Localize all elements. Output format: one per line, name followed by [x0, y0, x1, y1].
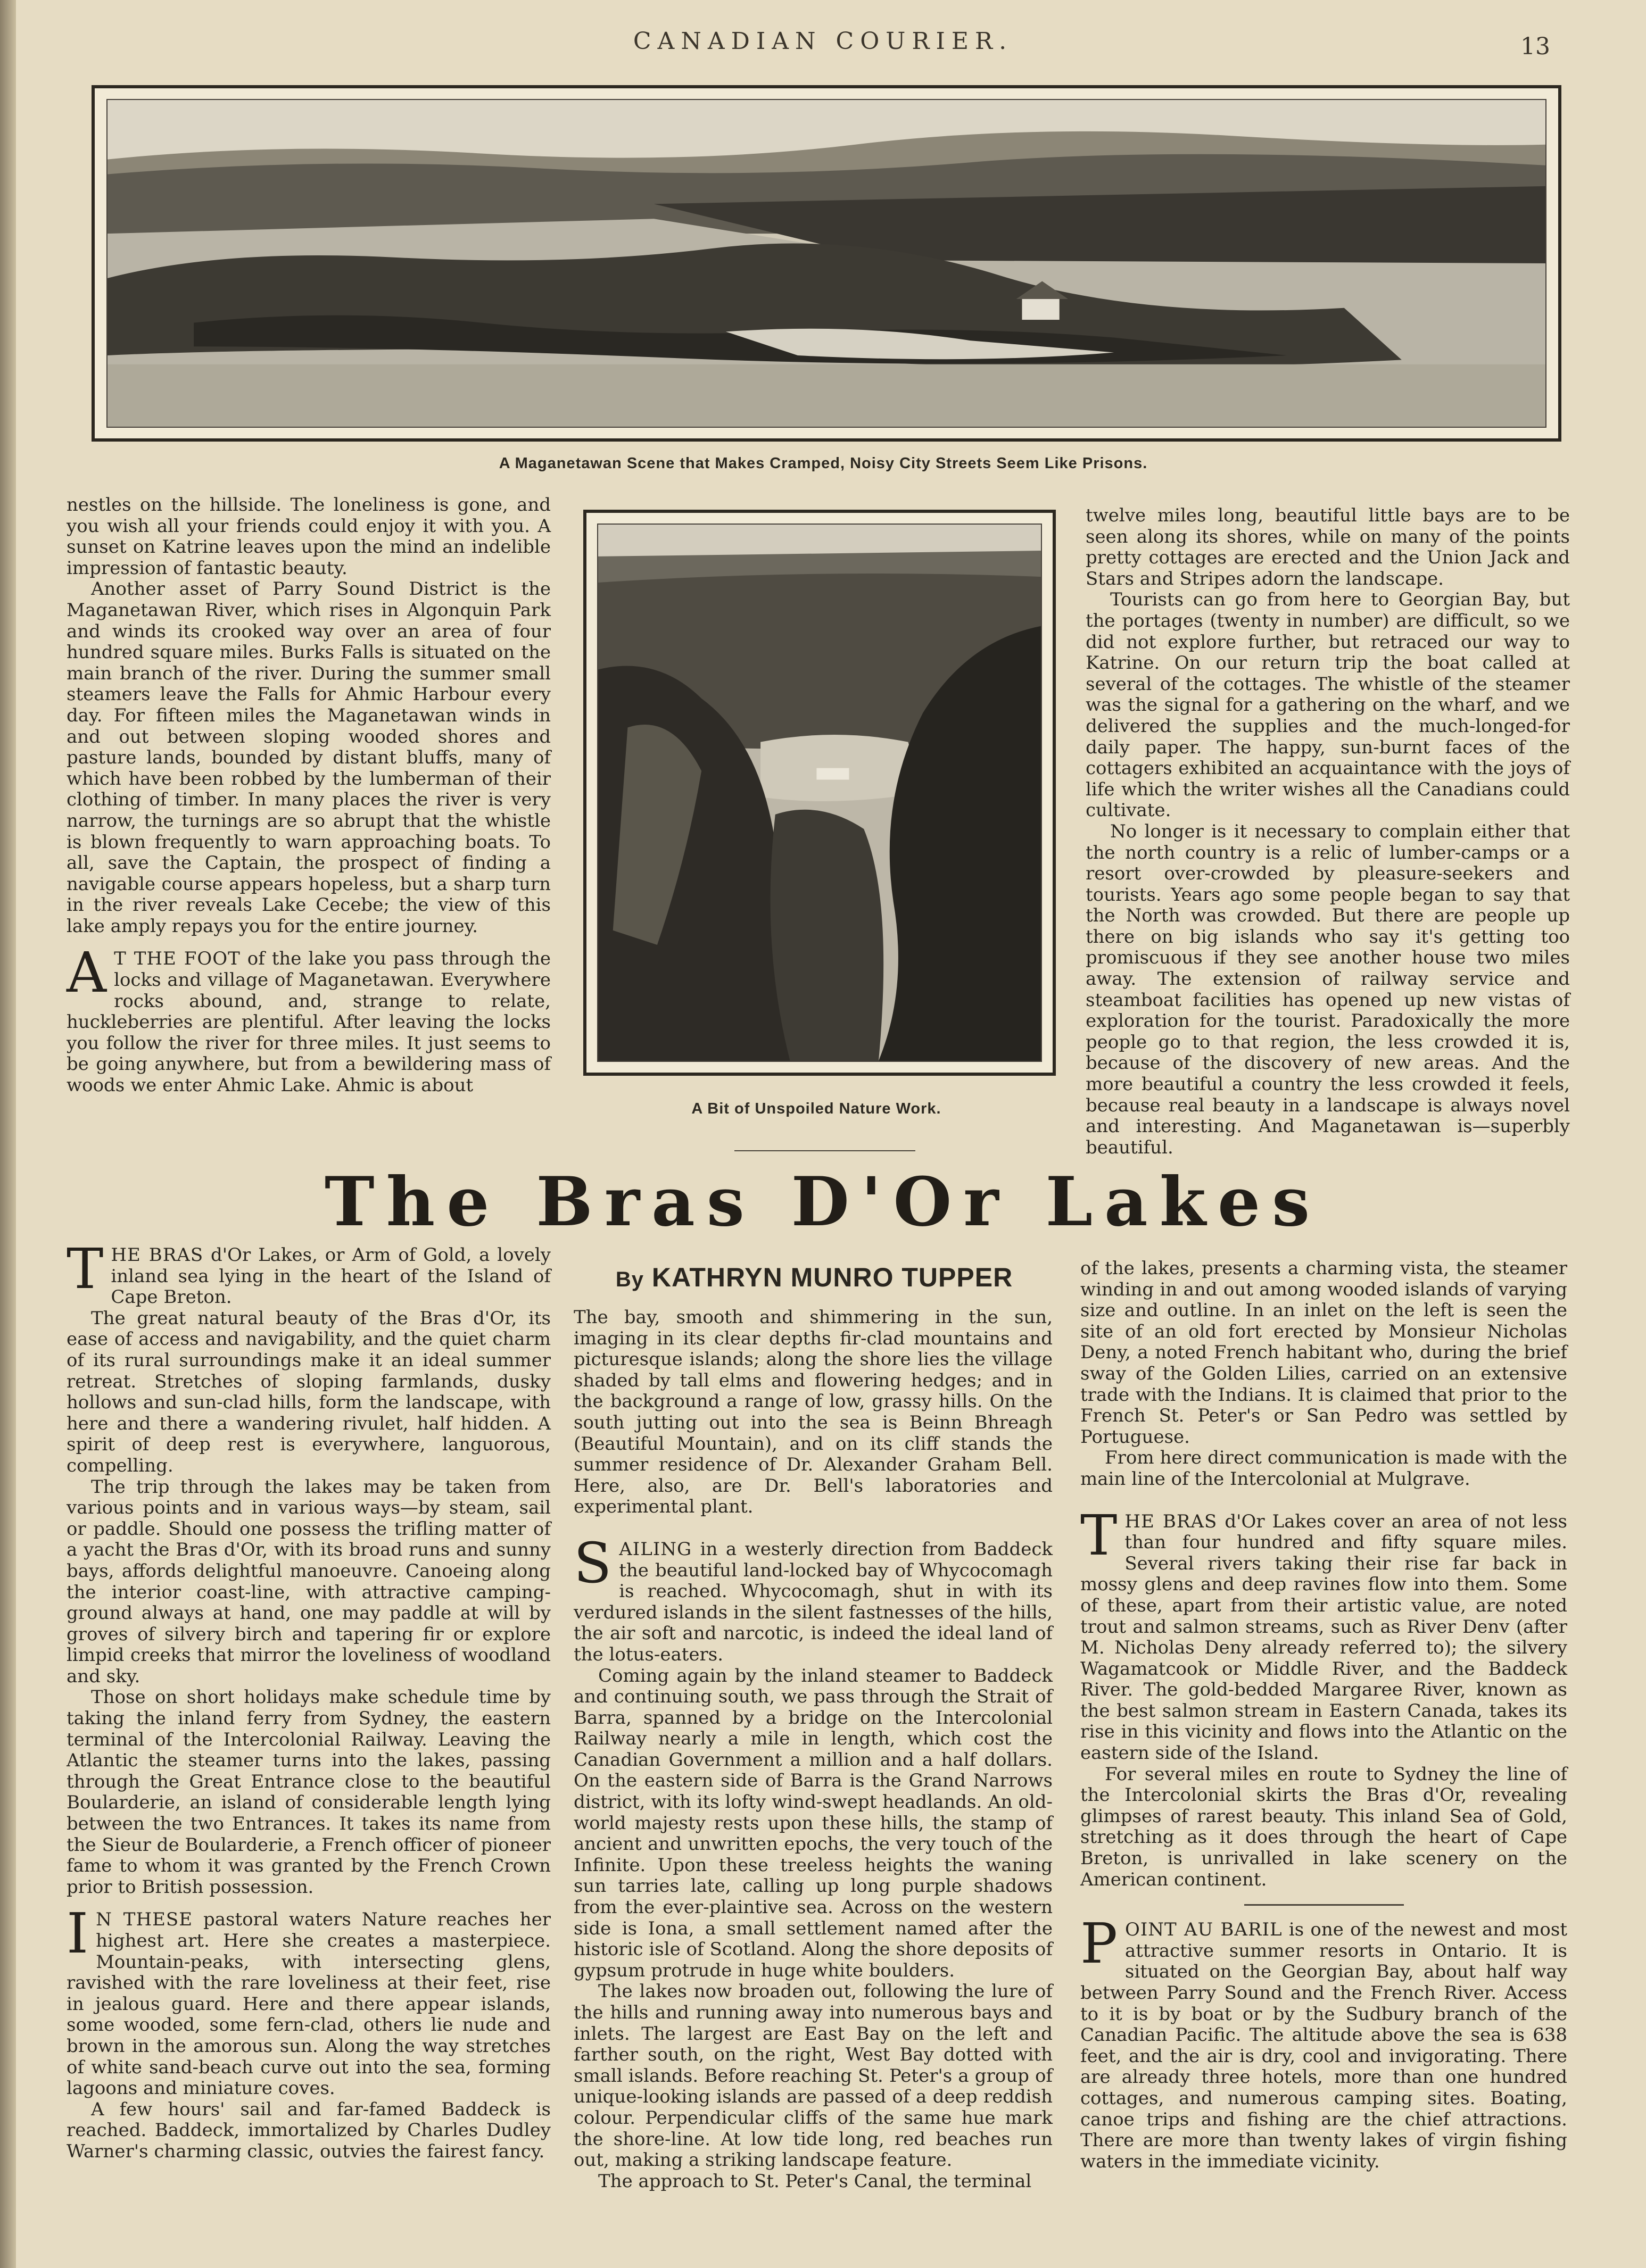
paragraph-dropcap	[1080, 1911, 1567, 2172]
middle-nature-photo	[583, 510, 1056, 1076]
byline-name: KATHRYN MUNRO TUPPER	[651, 1262, 1013, 1292]
article-byline	[575, 1262, 1054, 1293]
paragraph: A few hours' sail and far-famed Baddeck is reached. Baddeck, immortalized by Charles Dudley Warner's charming classic, outvies the fairest fancy.	[67, 2098, 551, 2162]
drop-cap: T	[1080, 1502, 1118, 1568]
paragraph: The trip through the lakes may be taken from various points and in various ways—by steam, sail or paddle. Should one possess the trifling matter of a yacht the Bras d'Or, with its broad runs and sunny bays, affords delightful manoeuvre. Canoeing along the interior coast-line, with attractive camping-ground always at hand, one may paddle at will by groves of silvery birch and tapering fir or explore limpid creeks that mirror the loveliness of woodland and sky.	[67, 1476, 551, 1687]
top-landscape-photo	[92, 85, 1561, 442]
paragraph: The lakes now broaden out, following the lure of the hills and running away into numerous bays and inlets. The largest are East Bay on the left and farther south, on the right, West Bay dotted with small islands. Before reaching St. Peter's a group of unique-looking islands are passed of a deep reddish colour. Perpendicular cliffs of the same hue mark the shore-line. At low tide long, red beaches run out, making a striking landscape feature.	[574, 1981, 1053, 2171]
top-photo-caption: A Maganetawan Scene that Makes Cramped, Noisy City Streets Seem Like Prisons.	[499, 455, 1148, 472]
paragraph: Another asset of Parry Sound District is the Maganetawan River, which rises in Algonquin Park and winds its crooked way over an area of four hundred square miles. Burks Falls is situated on the main branch of the river. During the summer small steamers leave the Falls for Ahmic Harbour every day. For fifteen miles the Maganetawan winds in and out between sloping wooded shores and pasture lands, bounded by distant bluffs, many of which have been robbed by the lumberman of their clothing of timber. In many places the river is very narrow, the turnings are so abrupt that the whistle is blown frequently to warn approaching boats. To all, save the Captain, the prospect of finding a navigable course appears hopeless, but a sharp turn in the river reveals Lake Cecebe; the view of this lake amply repays you for the entire journey.	[67, 578, 551, 937]
lead-words: HE BRAS	[1124, 1510, 1218, 1532]
paragraph: From here direct communication is made with the main line of the Intercolonial at Mulgrave.	[1080, 1447, 1567, 1490]
paragraph: twelve miles long, beautiful little bays are to be seen along its shores, while on many of the points pretty cottages are erected and the Union Jack and Stars and Stripes adorn the landscape.	[1086, 505, 1570, 589]
paragraph-text: is one of the newest and most attractive summer resorts in Ontario. It is situated on the Georgian Bay, about half way between Parry Sound and the French River. Access to it is by boat or by the Sudbury branch of the Canadian Pacific. The altitude above the sea is 638 feet, and the air is dry, cool and invigorating. There are already three hotels, more than one hundred cottages, and numerous camping sites. Boating, canoe trips and fishing are the chief attractions. There are more than twenty lakes of virgin fishing waters in the immediate vicinity.	[1080, 1919, 1567, 2172]
paragraph: Coming again by the inland steamer to Baddeck and continuing south, we pass through the Strait of Barra, spanned by a bridge on the Intercolonial Railway nearly a mile in length, which cost the Canadian Government a million and a half dollars. On the eastern side of Barra is the Grand Narrows district, with its lofty wind-swept headlands. An old-world majesty rests upon these hills, the stamp of ancient and unwritten epochs, the very touch of the Infinite. Upon these treeless heights the waning sun tarries late, calling up long purple shadows from the ever-plaintive sea. Across on the western side is Iona, a small settlement named after the historic isle of Scotland. Along the shore deposits of gypsum protrude in huge white boulders.	[574, 1665, 1053, 1981]
lead-words: N THESE	[96, 1909, 193, 1931]
running-head: CANADIAN COURIER.	[633, 28, 1013, 55]
middle-photo-frame	[597, 524, 1042, 1062]
top-photo-frame	[106, 99, 1546, 428]
paragraph-dropcap	[574, 1530, 1053, 1666]
paragraph-text: in a westerly direction from Baddeck the beautiful land-locked bay of Whycocomagh is reached. Whycocomagh, shut in with its verdured islands in the silent fastnesses of the hills, the air soft and narcotic, is indeed the ideal land of the lotus-eaters.	[574, 1538, 1053, 1665]
paragraph-dropcap	[67, 940, 551, 1096]
paragraph-text: of the lake you pass through the locks and village of Maganetawan. Everywhere rocks abound, and, strange to relate, huckleberries are plentiful. After leaving the locks you follow the river for three miles. It just seems to be going anywhere, but from a bewildering mass of woods we enter Ahmic Lake. Ahmic is about	[67, 948, 551, 1096]
maganetawan-panorama-image	[107, 100, 1545, 427]
article-title: The Bras D'Or Lakes	[324, 1162, 1322, 1241]
middle-photo-caption: A Bit of Unspoiled Nature Work.	[691, 1100, 941, 1117]
paragraph-dropcap	[1080, 1502, 1567, 1764]
bottom-right-column	[1080, 1258, 1567, 2172]
paragraph: The approach to St. Peter's Canal, the terminal	[598, 2170, 1032, 2192]
paragraph: of the lakes, presents a charming vista, the steamer winding in and out among wooded islands of varying size and outline. In an inlet on the left is seen the site of an old fort erected by Monsieur Nicholas Deny, a noted French habitant who, during the brief sway of the Golden Lilies, carried on an extensive trade with the Indians. It is claimed that prior to the French St. Peter's or San Pedro was settled by Portuguese.	[1080, 1258, 1567, 1448]
drop-cap: T	[67, 1236, 104, 1301]
drop-cap: A	[67, 940, 107, 1006]
paragraph-dropcap	[67, 1901, 551, 2099]
top-left-column	[67, 495, 551, 1096]
drop-cap: P	[1080, 1911, 1118, 1976]
paragraph-text: d'Or Lakes, or Arm of Gold, a lovely inland sea lying in the heart of the Island of Cape Breton.	[111, 1244, 551, 1308]
paragraph: For several miles en route to Sydney the line of the Intercolonial skirts the Bras d'Or, revealing glimpses of rarest beauty. This inland Sea of Gold, stretching as it does through the heart of Cape Breton, is unrivalled in lake scenery on the American continent.	[1080, 1763, 1567, 1890]
paragraph: Those on short holidays make schedule time by taking the inland ferry from Sydney, the eastern terminal of the Intercolonial Railway. Leaving the Atlantic the steamer turns into the lakes, passing through the Great Entrance close to the beautiful Boularderie, an island of considerable length lying between the two Entrances. It takes its name from the Sieur de Boularderie, a French officer of pioneer fame to whom it was granted by the French Crown prior to British possession.	[67, 1687, 551, 1898]
paragraph: No longer is it necessary to complain either that the north country is a relic of lumber-camps or a resort over-crowded by pleasure-seekers and tourists. Years ago some people began to say that the North was crowded. But there are people up there on big islands who say it's getting too promiscuous if they see another house two miles away. The extension of railway service and steamboat facilities has opened up new vistas of exploration for the tourist. Paradoxically the more people go to that region, the less crowded it is, because of the discovery of new areas. And the more beautiful a country the less crowded it feels, because real beauty in a landscape is always novel and interesting. And Maganetawan is—superbly beautiful.	[1086, 820, 1570, 1158]
lead-words: HE BRAS	[111, 1244, 204, 1266]
paragraph-text: pastoral waters Nature reaches her highest art. Here she creates a masterpiece. Mountain-peaks, with intersecting glens, ravished with the rare loveliness at their feet, rise in jealous guard. Here and there appear islands, some wooded, some fern-clad, others lie nude and brown in the amorous sun. Along the way stretches of white sand-beach curve out into the sea, forming lagoons and miniature coves.	[67, 1909, 551, 2099]
byline-prefix: By	[615, 1268, 644, 1291]
section-divider	[1244, 1904, 1404, 1906]
drop-cap: S	[574, 1530, 612, 1596]
page-binding-shadow	[0, 0, 16, 2268]
paragraph: nestles on the hillside. The loneliness is gone, and you wish all your friends could enjoy it with you. A sunset on Katrine leaves upon the mind an indelible impression of fantastic beauty.	[67, 494, 551, 579]
unspoiled-nature-image	[598, 525, 1041, 1061]
paragraph: The great natural beauty of the Bras d'Or, its ease of access and navigability, and the quiet charm of its rural surroundings make it an ideal summer retreat. Stretches of sloping farmlands, dusky hollows and sun-clad hills, form the landscape, with here and there a wandering rivulet, half hidden. A spirit of deep rest is everywhere, languorous, compelling.	[67, 1307, 551, 1476]
bottom-middle-column	[574, 1307, 1053, 2192]
page-number: 13	[1520, 33, 1550, 60]
paragraph-text: d'Or Lakes cover an area of not less than four hundred and fifty square miles. Several rivers taking their rise far back in mossy glens and deep ravines flow into them. Some of these, apart from their artistic value, are noted trout and salmon streams, such as River Denv (after M. Nicholas Deny already referred to); the silvery Wagamatcook or Middle River, and the Baddeck River. The gold-bedded Margaree River, known as the best salmon stream in Eastern Canada, takes its rise in this vicinity and flows into the Atlantic on the eastern side of the Island.	[1080, 1510, 1567, 1764]
top-right-column	[1086, 505, 1570, 1158]
drop-cap: I	[67, 1901, 89, 1966]
lead-words: AILING	[619, 1538, 692, 1560]
paragraph: The bay, smooth and shimmering in the sun, imaging in its clear depths fir-clad mountains and picturesque islands; along the shore lies the village shaded by tall elms and flowering hedges; and in the background a range of low, grassy hills. On the south jutting out into the sea is Beinn Bhreagh (Beautiful Mountain), and on its cliff stands the summer residence of Dr. Alexander Graham Bell. Here, also, are Dr. Bell's laboratories and experimental plant.	[574, 1307, 1053, 1518]
section-divider	[734, 1150, 915, 1151]
bottom-left-column	[67, 1236, 551, 2163]
lead-words: OINT AU BARIL	[1124, 1919, 1283, 1941]
paragraph-dropcap	[67, 1236, 551, 1308]
paragraph: Tourists can go from here to Georgian Bay, but the portages (twenty in number) are difficult, so we did not explore further, but retraced our way to Katrine. On our return trip the boat called at several of the cottages. The whistle of the steamer was the signal for a gathering on the wharf, and we delivered the supplies and the much-longed-for daily paper. The happy, sun-burnt faces of the cottagers exhibited an acquaintance with the joys of life which the writer wishes all the Canadians could cultivate.	[1086, 589, 1570, 821]
lead-words: T THE FOOT	[114, 948, 241, 970]
